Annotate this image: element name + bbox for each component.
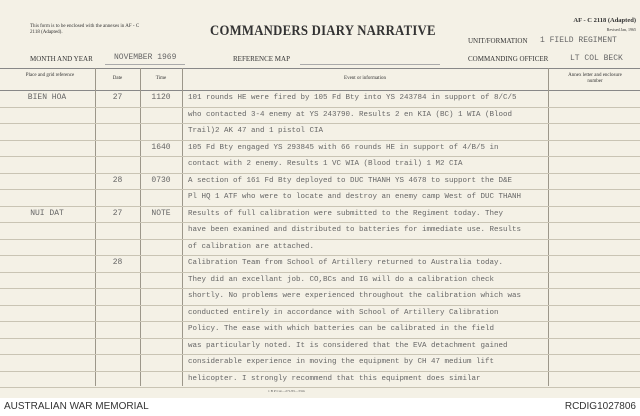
printer-mark: 1 B P Cur—271/65—55m — [268, 389, 305, 393]
event-cell: helicopter. I strongly recommend that this equipment does similar — [188, 374, 481, 383]
table-row — [0, 338, 548, 354]
event-cell: A section of 161 Fd Bty deployed to DUC THANH YS 4678 to support the D&E — [188, 176, 513, 185]
event-cell: Policy. The ease with which batteries can be calibrated in the field — [188, 325, 495, 333]
date-cell: 27 — [112, 93, 123, 102]
table-row — [0, 255, 548, 271]
event-cell: Trail)2 AK 47 and 1 pistol CIA — [188, 127, 324, 135]
unit-label: UNIT/FORMATION — [468, 37, 528, 45]
table-row — [0, 123, 548, 139]
date-cell: 28 — [112, 175, 123, 185]
table-row — [0, 371, 548, 387]
place-cell: BIEN HOA — [27, 93, 67, 102]
table-row — [0, 288, 548, 304]
column-header-place: Place and grid reference — [25, 73, 75, 78]
event-cell: considerable experience in moving the equipment by CH 47 medium lift — [188, 358, 495, 366]
event-cell: Results of full calibration were submitted to the Regiment today. They — [188, 209, 504, 218]
event-cell: They did an excellant job. CO,BCs and IG will do a calibration check — [188, 275, 495, 284]
date-cell: 27 — [112, 208, 123, 218]
form-notice: This form is to be enclosed with the annexes in AF - C 2118 (Adapted). — [30, 24, 140, 35]
commanding-officer-value: LT COL BECK — [570, 54, 623, 63]
source-label: AUSTRALIAN WAR MEMORIAL — [4, 401, 149, 412]
month-year-label: MONTH AND YEAR — [30, 55, 93, 63]
table-row — [0, 321, 548, 337]
revised-date: Revised Jan, 1965 — [606, 27, 636, 32]
table-row — [0, 354, 548, 370]
column-header-time: Time — [155, 76, 167, 81]
table-row — [0, 305, 548, 321]
event-cell: Calibration Team from School of Artillery returned to Australia today. — [188, 259, 504, 267]
commanding-officer-label: COMMANDING OFFICER — [468, 55, 549, 63]
time-cell: 1120 — [151, 93, 171, 102]
event-cell: of calibration are attached. — [188, 242, 315, 251]
unit-value: 1 FIELD REGIMENT — [540, 36, 617, 45]
event-cell: was particularly noted. It is considered that the EVA detachment gained — [188, 341, 508, 350]
event-cell: contact with 2 enemy. Results 1 VC WIA (Blood trail) 1 M2 CIA — [188, 160, 463, 168]
column-header-date: Date — [112, 76, 123, 81]
table-row — [0, 239, 548, 255]
event-cell: have been examined and distributed to batteries for immediate use. Results — [188, 226, 522, 234]
column-header-event: Event or information — [344, 76, 386, 81]
event-cell: 105 Fd Bty engaged YS 293845 with 66 rounds HE in support of 4/B/5 in — [188, 143, 499, 152]
date-cell: 28 — [112, 258, 123, 267]
place-cell: NUI DAT — [30, 208, 64, 218]
event-cell: conducted entirely in accordance with School of Artillery Calibration — [188, 308, 499, 317]
event-cell: shortly. No problems were experienced throughout the calibration which was — [188, 292, 522, 300]
table-row — [0, 140, 548, 156]
table-row — [0, 90, 548, 106]
table-row — [0, 206, 548, 222]
month-year-value: NOVEMBER 1969 — [114, 53, 177, 62]
time-cell: 1640 — [151, 142, 171, 152]
page-title: COMMANDERS DIARY NARRATIVE — [210, 23, 436, 39]
reference-map-label: REFERENCE MAP — [233, 55, 290, 63]
event-cell: 101 rounds HE were fired by 105 Fd Bty into YS 243784 in support of 8/C/5 — [188, 94, 517, 102]
table-row — [0, 156, 548, 172]
table-row — [0, 173, 548, 189]
time-cell: 0730 — [151, 175, 171, 185]
event-cell: Pl HQ 1 ATF who were to locate and destroy an enemy camp West of DUC THANH — [188, 193, 522, 201]
table-row — [0, 222, 548, 238]
event-cell: who contacted 3-4 enemy at YS 243790. Results 2 en KIA (BC) 1 WIA (Blood — [188, 110, 513, 119]
record-id: RCDIG1027806 — [564, 401, 636, 412]
table-row — [0, 189, 548, 205]
column-header-annex: Annex letter and enclosure number — [568, 73, 622, 84]
table-row — [0, 107, 548, 123]
time-cell: NOTE — [151, 208, 171, 218]
form-number: AF - C 2118 (Adapted) — [573, 17, 636, 24]
table-row — [0, 272, 548, 288]
